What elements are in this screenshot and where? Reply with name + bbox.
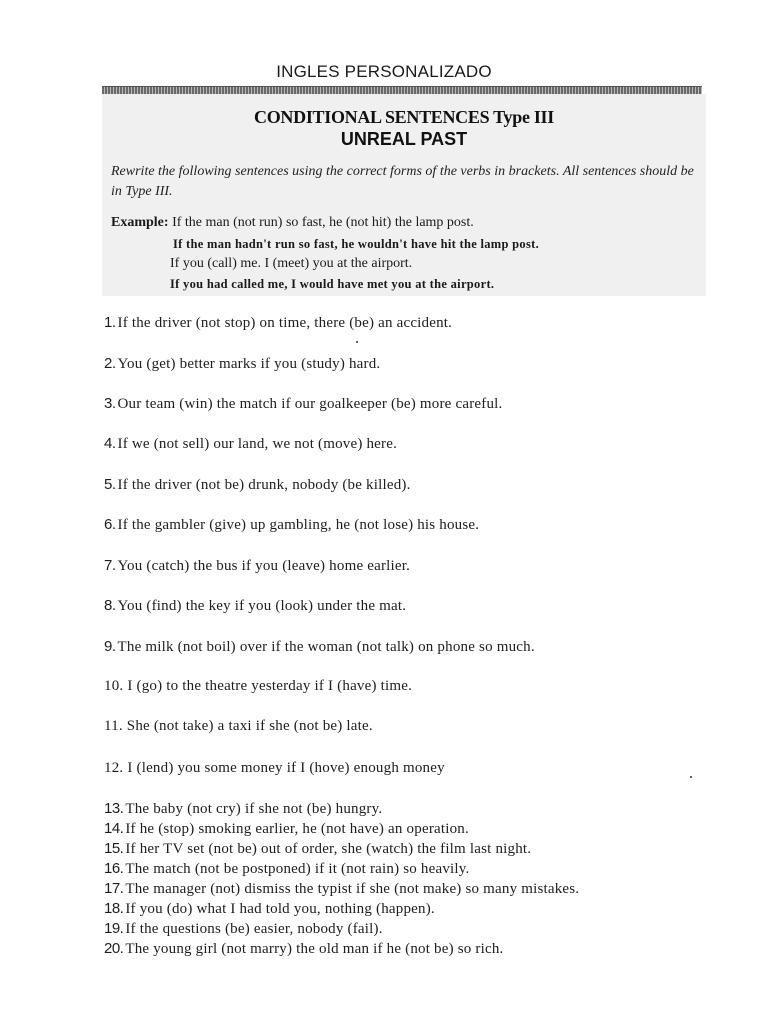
exercise-number: 14.: [104, 820, 124, 837]
exercise-number: 4.: [104, 435, 116, 452]
exercise-item: [104, 800, 382, 818]
exercise-text: The baby (not cry) if she not (be) hungry.: [125, 801, 383, 817]
exercise-number: 12.: [104, 760, 124, 776]
exercise-number: 15.: [104, 840, 124, 857]
exercise-item: [104, 880, 579, 898]
exercise-text: If the driver (not be) drunk, nobody (be killed).: [117, 477, 411, 493]
exercise-number: 8.: [104, 597, 116, 614]
exercise-item: [104, 760, 445, 777]
exercise-number: 20.: [104, 940, 124, 957]
exercise-item: [104, 314, 452, 332]
exercise-number: 6.: [104, 516, 116, 533]
scan-speck: [356, 341, 358, 343]
exercise-text: If we (not sell) our land, we not (move) here.: [117, 436, 398, 452]
exercise-item: [104, 435, 397, 453]
exercise-item: [104, 355, 380, 373]
exercise-item: [104, 516, 479, 534]
exercise-number: 16.: [104, 860, 124, 877]
example-2-answer: If you had called me, I would have met you at the airport.: [170, 277, 495, 291]
example-1: [111, 215, 474, 231]
exercise-item: [104, 860, 469, 878]
exercise-item: [104, 638, 535, 656]
worksheet-title: CONDITIONAL SENTENCES Type III: [254, 107, 554, 127]
exercise-item: [104, 476, 411, 494]
exercise-text: If the driver (not stop) on time, there (be) an accident.: [117, 315, 453, 331]
exercise-text: The match (not be postponed) if it (not rain) so heavily.: [125, 861, 470, 877]
exercise-number: 3.: [104, 395, 116, 412]
exercise-number: 7.: [104, 557, 116, 574]
exercise-number: 1.: [104, 314, 116, 331]
exercise-item: [104, 718, 373, 735]
exercise-text: The milk (not boil) over if the woman (not talk) on phone so much.: [117, 639, 535, 655]
exercise-number: 5.: [104, 476, 116, 493]
exercise-text: The manager (not) dismiss the typist if she (not make) so many mistakes.: [125, 881, 580, 897]
example-2-text: If you (call) me. I (meet) you at the airport.: [170, 256, 413, 271]
exercise-item: [104, 557, 410, 575]
exercise-text: You (get) better marks if you (study) hard.: [117, 356, 381, 372]
exercise-text: She (not take) a taxi if she (not be) late.: [126, 718, 373, 734]
exercise-text: Our team (win) the match if our goalkeeper (be) more careful.: [117, 396, 503, 412]
scan-speck: [690, 776, 692, 778]
exercise-number: 13.: [104, 800, 124, 817]
exercise-text: The young girl (not marry) the old man if he (not be) so rich.: [125, 941, 504, 957]
exercise-item: [104, 678, 412, 695]
exercise-text: If you (do) what I had told you, nothing (happen).: [125, 901, 435, 917]
worksheet-subtitle: UNREAL PAST: [340, 129, 468, 149]
exercise-item: [104, 920, 383, 938]
exercise-number: 18.: [104, 900, 124, 917]
exercise-item: [104, 820, 469, 838]
exercise-item: [104, 900, 435, 918]
exercise-item: [104, 840, 531, 858]
exercise-text: If he (stop) smoking earlier, he (not have) an operation.: [125, 821, 469, 837]
example-1-answer: If the man hadn't run so fast, he wouldn't have hit the lamp post.: [173, 237, 540, 251]
exercise-number: 19.: [104, 920, 124, 937]
exercise-text: If the gambler (give) up gambling, he (not lose) his house.: [117, 517, 480, 533]
worksheet-box: [102, 94, 706, 296]
page-header-title: INGLES PERSONALIZADO: [276, 62, 492, 81]
exercise-number: 11.: [104, 718, 123, 734]
exercise-item: [104, 597, 406, 615]
exercise-item: [104, 940, 504, 958]
exercise-text: If the questions (be) easier, nobody (fail).: [125, 921, 383, 937]
instructions: Rewrite the following sentences using the correct forms of the verbs in brackets. All sentences should be in Type III.: [111, 164, 694, 199]
example-label: Example:: [111, 215, 169, 230]
exercise-number: 10.: [104, 678, 124, 694]
exercise-number: 9.: [104, 638, 116, 655]
exercise-number: 2.: [104, 355, 116, 372]
exercise-text: You (find) the key if you (look) under the mat.: [117, 598, 407, 614]
exercise-item: [104, 395, 502, 413]
exercise-text: I (lend) you some money if I (hove) enough money: [127, 760, 445, 776]
exercise-text: You (catch) the bus if you (leave) home earlier.: [117, 558, 411, 574]
exercise-number: 17.: [104, 880, 124, 897]
exercise-text: If her TV set (not be) out of order, she (watch) the film last night.: [125, 841, 532, 857]
exercise-text: I (go) to the theatre yesterday if I (have) time.: [127, 678, 413, 694]
example-1-text: If the man (not run) so fast, he (not hit) the lamp post.: [172, 215, 474, 230]
